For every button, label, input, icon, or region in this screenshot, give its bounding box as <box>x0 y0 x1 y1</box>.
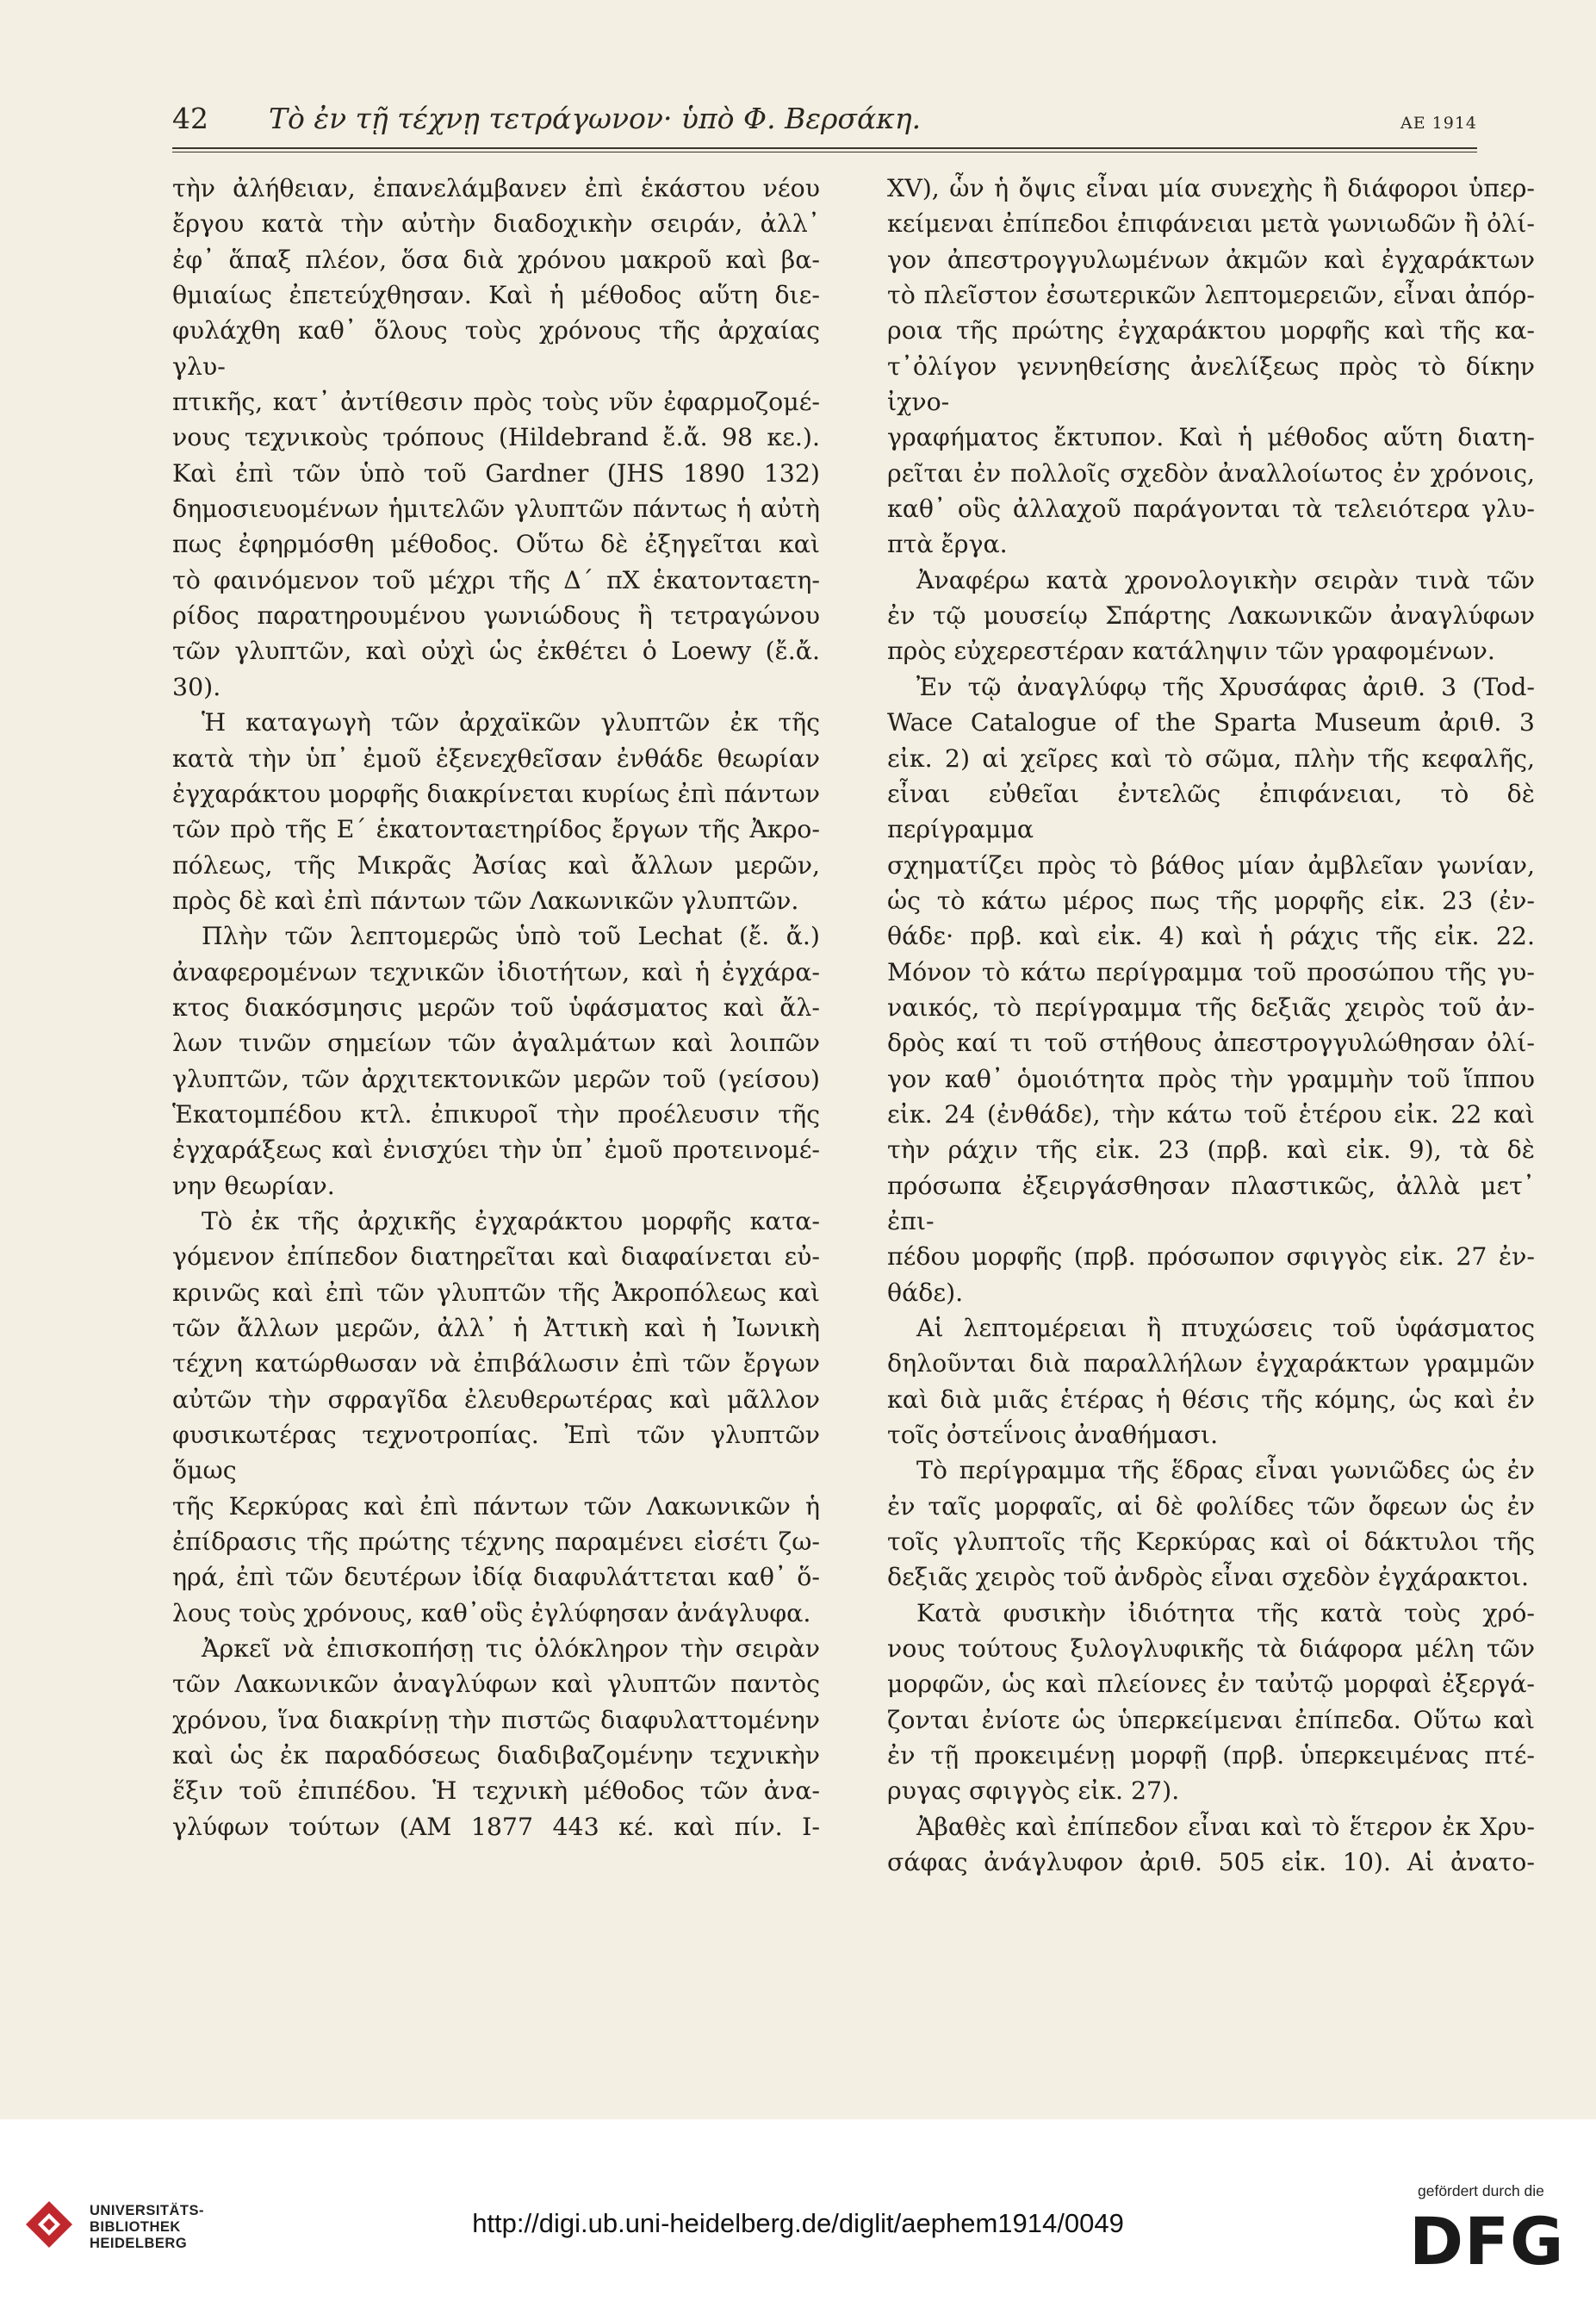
text-line: γραφήματος ἔκτυπον. Καὶ ἡ μέθοδος αὕτη διατη- <box>887 423 1535 452</box>
text-line: τῶν πρὸ τῆς Ε´ ἑκατονταετηρίδος ἔργων τῆς Ἀκρο- <box>172 815 820 844</box>
text-line: γον ἀπεστρογγυλωμένων ἀκμῶν καὶ ἐγχαράκτων <box>887 245 1535 274</box>
text-line: φυσικωτέρας τεχνοτροπίας. Ἐπὶ τῶν γλυπτῶν ὅμως <box>172 1421 820 1485</box>
journal-label: ΑΕ 1914 <box>1400 114 1477 133</box>
library-line: BIBLIOTHEK <box>90 2219 181 2235</box>
text-line: σχηματίζει πρὸς τὸ βάθος μίαν ἀμβλεῖαν γωνίαν, <box>887 850 1535 880</box>
text-line: τὴν ἀλήθειαν, ἐπανελάμβανεν ἐπὶ ἑκάστου νέου <box>172 174 820 202</box>
text-line: καὶ διὰ μιᾶς ἑτέρας ἡ θέσις τῆς κόμης, ὡς καὶ ἐν <box>887 1384 1535 1414</box>
text-line: γλυπτῶν, τῶν ἀρχιτεκτονικῶν μερῶν τοῦ (γείσου) <box>172 1064 820 1093</box>
text-line: ἐν τῷ μουσείῳ Σπάρτης Λακωνικῶν ἀναγλύφων <box>887 601 1535 631</box>
text-line: ροια τῆς πρώτης ἐγχαράκτου μορφῆς καὶ τῆς κα- <box>887 316 1535 345</box>
text-line: 30). <box>172 672 221 701</box>
text-line: ὡς τὸ κάτω μέρος πως τῆς μορφῆς εἰκ. 23 (ἐν- <box>887 886 1535 915</box>
text-line: τοῖς ὀστεΐνοις ἀναθήμασι. <box>887 1421 1219 1450</box>
sponsor-label: gefördert durch die <box>1418 2182 1544 2199</box>
text-line: Πλὴν τῶν λεπτομερῶς ὑπὸ τοῦ Lechat (ἔ. ἄ.) <box>202 922 820 951</box>
text-line: Wace Catalogue of the Sparta Museum ἀριθ. 3 <box>887 708 1535 737</box>
left-column <box>172 171 820 1845</box>
text-line: Μόνον τὸ κάτω περίγραμμα τοῦ προσώπου τῆς γυ- <box>887 957 1535 986</box>
text-line: λους τοὺς χρόνους, καθ᾽οὓς ἐγλύφησαν ἀνάγλυφα. <box>172 1598 811 1627</box>
text-line: τὴν ράχιν τῆς εἰκ. 23 (πρβ. καὶ εἰκ. 9), τὰ δὲ <box>887 1135 1535 1165</box>
text-line: ἐν ταῖς μορφαῖς, αἱ δὲ φολίδες τῶν ὄφεων ὡς ἐν <box>887 1491 1535 1521</box>
text-line: δηλοῦνται διὰ παραλλήλων ἐγχαράκτων γραμμῶν <box>887 1349 1535 1378</box>
text-line: νην θεωρίαν. <box>172 1171 335 1200</box>
text-line: ἀναφερομένων τεχνικῶν ἰδιοτήτων, καὶ ἡ ἐγχάρα- <box>172 957 820 986</box>
text-line: κείμεναι ἐπίπεδοι ἐπιφάνειαι μετὰ γωνιωδῶν ἢ ὀλί- <box>887 209 1535 239</box>
text-line: θάδε· πρβ. καὶ εἰκ. 4) καὶ ἡ ράχις τῆς εἰκ. 22. <box>887 922 1535 951</box>
text-line: πως ἐφηρμόσθη μέθοδος. Οὕτω δὲ ἐξηγεῖται καὶ <box>172 530 820 559</box>
text-line: γον καθ᾽ ὁμοιότητα πρὸς τὴν γραμμὴν τοῦ ἵππου <box>887 1064 1535 1093</box>
text-line: ρίδος παρατηρουμένου γωνιώδους ἢ τετραγώνου <box>172 601 820 631</box>
text-line: Καὶ ἐπὶ τῶν ὑπὸ τοῦ Gardner (JHS 1890 132) <box>172 458 820 488</box>
text-line: ρεῖται ἐν πολλοῖς σχεδὸν ἀναλλοίωτος ἐν χρόνοις, <box>887 458 1535 488</box>
text-line: φυλάχθη καθ᾽ ὅλους τοὺς χρόνους τῆς ἀρχαίας γλυ- <box>172 316 820 381</box>
text-line: πόλεως, τῆς Μικρᾶς Ἀσίας καὶ ἄλλων μερῶν, <box>172 850 820 880</box>
dfg-logo-icon[interactable]: DFG <box>1409 2203 1565 2280</box>
text-line: μορφῶν, ὡς καὶ πλείονες ἐν ταὐτῷ μορφαὶ ἐξεργά- <box>887 1670 1535 1699</box>
library-line: UNIVERSITÄTS- <box>90 2203 205 2218</box>
text-line: τέχνη κατώρθωσαν νὰ ἐπιβάλωσιν ἐπὶ τῶν ἔργων <box>172 1349 820 1378</box>
library-line: HEIDELBERG <box>90 2236 188 2251</box>
text-line: γόμενον ἐπίπεδον διατηρεῖται καὶ διαφαίνεται εὐ- <box>172 1242 820 1272</box>
text-line: τῶν Λακωνικῶν ἀναγλύφων καὶ γλυπτῶν παντὸς <box>172 1670 820 1699</box>
text-line: αὐτῶν τὴν σφραγῖδα ἐλευθερωτέρας καὶ μᾶλλον <box>172 1384 820 1414</box>
text-line: Τὸ περίγραμμα τῆς ἕδρας εἶναι γωνιῶδες ὡς ἐν <box>916 1456 1535 1485</box>
viewer-footer <box>0 2119 1596 2308</box>
text-line: ρυγας σφιγγὸς εἰκ. 27). <box>887 1776 1180 1806</box>
text-line: σάφας ἀνάγλυφον ἀριθ. 505 εἰκ. 10). Αἱ ἀνατο- <box>887 1848 1535 1877</box>
text-line: τὸ φαινόμενον τοῦ μέχρι τῆς Δ´ πΧ ἑκατονταετη- <box>172 565 820 594</box>
text-line: ζονται ἐνίοτε ὡς ὑπερκείμεναι ἐπίπεδα. Οὕτω καὶ <box>887 1705 1535 1734</box>
text-line: καθ᾽ οὓς ἀλλαχοῦ παράγονται τὰ τελειότερα γλυ- <box>887 495 1535 524</box>
text-line: ηρά, ἐπὶ τῶν δευτέρων ἰδίᾳ διαφυλάττεται καθ᾽ ὅ- <box>172 1563 820 1592</box>
text-line: τῆς Κερκύρας καὶ ἐπὶ πάντων τῶν Λακωνικῶν ἡ <box>172 1491 820 1521</box>
text-line: πρὸς δὲ καὶ ἐπὶ πάντων τῶν Λακωνικῶν γλυπτῶν. <box>172 886 799 915</box>
text-line: νους τούτους ξυλογλυφικῆς τὰ διάφορα μέλη τῶν <box>887 1634 1535 1664</box>
text-line: θάδε). <box>887 1278 964 1307</box>
text-line: πτὰ ἔργα. <box>887 530 1008 559</box>
text-line: τῶν γλυπτῶν, καὶ οὐχὶ ὡς ἐκθέτει ὁ Loewy (ἔ.ἄ. <box>172 637 820 666</box>
text-line: ἕξιν τοῦ ἐπιπέδου. Ἡ τεχνικὴ μέθοδος τῶν ἀνα- <box>172 1776 820 1806</box>
text-line: πρὸς εὐχερεστέραν κατάληψιν τῶν γραφομένων. <box>887 637 1495 666</box>
text-line: καὶ ὡς ἐκ παραδόσεως διαδιβαζομένην τεχνικὴν <box>172 1741 820 1770</box>
text-line: πτικῆς, κατ᾽ ἀντίθεσιν πρὸς τοὺς νῦν ἐφαρμοζομέ- <box>172 388 820 417</box>
text-line: ἐφ᾽ ἅπαξ πλέον, ὅσα διὰ χρόνου μακροῦ καὶ βα- <box>172 245 820 274</box>
text-line: τῶν ἄλλων μερῶν, ἀλλ᾽ ἡ Ἀττικὴ καὶ ἡ Ἰωνικὴ <box>172 1314 820 1342</box>
text-line: εἶναι εὐθεῖαι ἐντελῶς ἐπιφάνειαι, τὸ δὲ περίγραμμα <box>887 779 1535 844</box>
text-line: τ᾽ὀλίγον γεννηθείσης ἀνελίξεως πρὸς τὸ δίκην ἰχνο- <box>887 351 1535 417</box>
text-line: λων τινῶν σημείων τῶν ἀγαλμάτων καὶ λοιπῶν <box>172 1029 820 1058</box>
permalink-url[interactable]: http://digi.ub.uni-heidelberg.de/diglit/aephem1914/0049 <box>472 2208 1124 2238</box>
text-line: Ἀναφέρω κατὰ χρονολογικὴν σειρὰν τινὰ τῶν <box>916 565 1535 594</box>
text-line: Ἡ καταγωγὴ τῶν ἀρχαϊκῶν γλυπτῶν ἐκ τῆς <box>202 708 820 737</box>
page-number: 42 <box>172 102 208 135</box>
text-line: Κατὰ φυσικὴν ἰδιότητα τῆς κατὰ τοὺς χρό- <box>916 1598 1535 1627</box>
text-line: δημοσιευομένων ἡμιτελῶν γλυπτῶν πάντως ἡ αὐτὴ <box>172 495 820 524</box>
text-line: Ἐν τῷ ἀναγλύφῳ τῆς Χρυσάφας ἀριθ. 3 (Tod- <box>916 672 1535 701</box>
running-header <box>172 102 1477 145</box>
text-line: πρόσωπα ἐξειργάσθησαν πλαστικῶς, ἀλλὰ μετ᾽ ἐπι- <box>887 1171 1535 1235</box>
text-line: Ἑκατομπέδου κτλ. ἐπικυροῖ τὴν προέλευσιν τῆς <box>172 1099 820 1129</box>
text-line: γλύφων τούτων (ΑΜ 1877 443 κέ. καὶ πίν. Ι- <box>172 1812 820 1841</box>
text-line: τοῖς γλυπτοῖς τῆς Κερκύρας καὶ οἱ δάκτυλοι τῆς <box>887 1527 1535 1557</box>
text-line: κατὰ τὴν ὑπ᾽ ἐμοῦ ἐξενεχθεῖσαν ἐνθάδε θεωρίαν <box>172 743 820 773</box>
text-line: ναικός, τὸ περίγραμμα τῆς δεξιᾶς χειρὸς τοῦ ἀν- <box>887 992 1535 1022</box>
text-line: ἐπίδρασις τῆς πρώτης τέχνης παραμένει εἰσέτι ζω- <box>172 1527 820 1557</box>
text-line: δεξιᾶς χειρὸς τοῦ ἀνδρὸς εἶναι σχεδὸν ἐγχάρακτοι. <box>887 1563 1530 1592</box>
text-line: Ἀρκεῖ νὰ ἐπισκοπήσῃ τις ὁλόκληρον τὴν σειρὰν <box>202 1634 820 1664</box>
text-line: Ἀβαθὲς καὶ ἐπίπεδον εἶναι καὶ τὸ ἕτερον ἐκ Χρυ- <box>916 1812 1535 1841</box>
text-line: XV), ὧν ἡ ὄψις εἶναι μία συνεχὴς ἢ διάφοροι ὑπερ- <box>887 174 1535 202</box>
text-line: κρινῶς καὶ ἐπὶ τῶν γλυπτῶν τῆς Ἀκροπόλεως καὶ <box>172 1278 820 1307</box>
text-line: ἐγχαράκτου μορφῆς διακρίνεται κυρίως ἐπὶ πάντων <box>172 779 820 808</box>
text-line: ἐγχαράξεως καὶ ἐνισχύει τὴν ὑπ᾽ ἐμοῦ προτεινομέ- <box>172 1135 820 1165</box>
text-line: θμιαίως ἐπετεύχθησαν. Καὶ ἡ μέθοδος αὕτη διε- <box>172 281 820 310</box>
text-line: εἰκ. 2) αἱ χεῖρες καὶ τὸ σῶμα, πλὴν τῆς κεφαλῆς, <box>887 743 1535 773</box>
text-line: ἔργου κατὰ τὴν αὐτὴν διαδοχικὴν σειράν, ἀλλ᾽ <box>172 209 820 239</box>
text-line: πέδου μορφῆς (πρβ. πρόσωπον σφιγγὸς εἰκ. 27 ἐν- <box>887 1242 1535 1272</box>
text-line: χρόνου, ἵνα διακρίνῃ τὴν πιστῶς διαφυλαττομένην <box>172 1705 820 1734</box>
text-line: τὸ πλεῖστον ἐσωτερικῶν λεπτομερειῶν, εἶναι ἀπόρ- <box>887 281 1535 310</box>
right-column <box>887 171 1535 1881</box>
text-line: Τὸ ἐκ τῆς ἀρχικῆς ἐγχαράκτου μορφῆς κατα- <box>202 1206 820 1235</box>
header-rule <box>172 147 1477 149</box>
text-line: δρὸς καί τι τοῦ στήθους ἀπεστρογγυλώθησαν ὀλί- <box>887 1029 1535 1058</box>
text-line: εἰκ. 24 (ἐνθάδε), τὴν κάτω τοῦ ἑτέρου εἰκ. 22 καὶ <box>887 1099 1535 1129</box>
text-line: ἐν τῇ προκειμένῃ μορφῇ (πρβ. ὑπερκειμένας πτέ- <box>887 1741 1535 1770</box>
text-line: Αἱ λεπτομέρειαι ἢ πτυχώσεις τοῦ ὑφάσματος <box>916 1314 1535 1342</box>
running-title: Τὸ ἐν τῇ τέχνῃ τετράγωνον· ὑπὸ Φ. Βερσάκη. <box>269 102 922 135</box>
text-line: νους τεχνικοὺς τρόπους (Hildebrand ἔ.ἄ. 98 κε.). <box>172 423 820 452</box>
text-line: κτος διακόσμησις μερῶν τοῦ ὑφάσματος καὶ ἄλ- <box>172 992 820 1022</box>
